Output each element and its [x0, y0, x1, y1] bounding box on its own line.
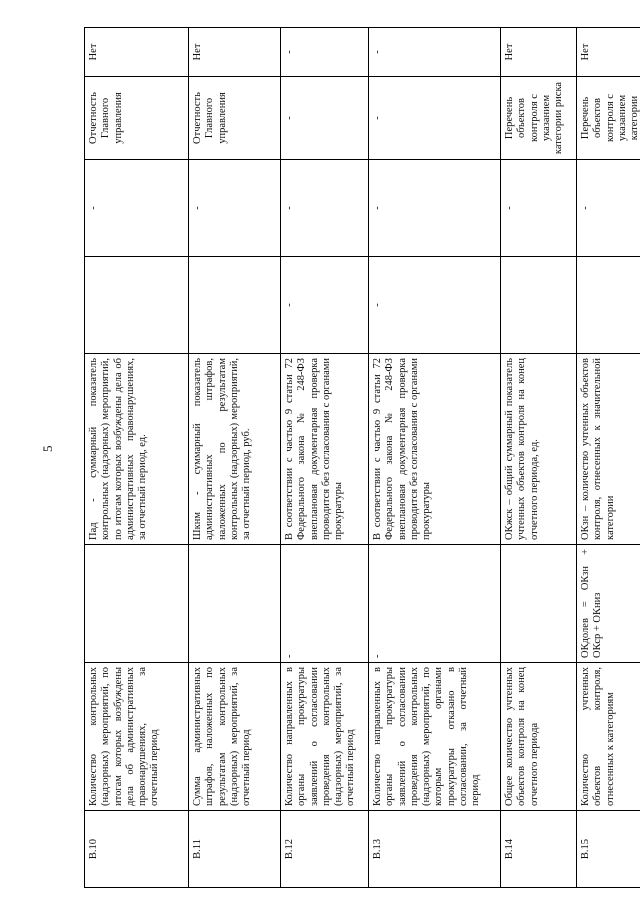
row-value: Нет	[85, 28, 189, 77]
page-number: 5	[40, 445, 55, 452]
row-code: В.10	[85, 811, 189, 888]
row-name: Количество контрольных (надзорных) мероприятий, по итогам которых возбуждены дела об административных правонарушениях, за отчетный период	[85, 663, 189, 811]
row-description: В соответствии с частью 9 статьи 72 Федерального закона № 248-ФЗ внеплановая документарная проверка проводится без согласования с органами прокуратуры	[369, 354, 501, 545]
row-col5	[85, 257, 189, 354]
row-source: Перечень объектов контроля с указанием категории	[577, 77, 640, 160]
row-source: -	[369, 77, 501, 160]
row-col6: -	[577, 160, 640, 257]
row-value: Нет	[189, 28, 281, 77]
row-formula	[85, 545, 189, 663]
indicators-table	[84, 27, 640, 888]
row-col5	[501, 257, 577, 354]
table-row	[189, 28, 281, 888]
row-formula	[189, 545, 281, 663]
row-description: Пад - суммарный показатель контрольных (надзорных) мероприятий, по итогам которых возбуждены дела об административных правонарушениях, за отчетный период, ед.	[85, 354, 189, 545]
row-source: Отчетность Главного управления	[189, 77, 281, 160]
row-description: В соответствии с частью 9 статьи 72 Федерального закона № 248-ФЗ внеплановая документарная проверка проводится без согласования с органами прокуратуры	[281, 354, 369, 545]
row-col5	[577, 257, 640, 354]
row-name: Количество направленных в органы прокуратуры заявлений о согласовании проведения контрольных (надзорных) мероприятий, по которым органами прокуратуры отказано в согласовании, за отчетный период	[369, 663, 501, 811]
row-value: -	[369, 28, 501, 77]
row-description: Шкнм - суммарный показатель административных штрафов, наложенных по результатам контрольных (надзорных) мероприятий, за отчетный период, руб.	[189, 354, 281, 545]
row-description: ОКжск – общий суммарный показатель учтенных объектов контроля на конец отчетного периода, ед.	[501, 354, 577, 545]
row-col6: -	[189, 160, 281, 257]
row-col6: -	[369, 160, 501, 257]
row-code: В.14	[501, 811, 577, 888]
row-formula: -	[281, 545, 369, 663]
row-description: ОКзн – количество учтенных объектов контроля, отнесенных к значительной категории	[577, 354, 640, 545]
row-formula	[501, 545, 577, 663]
row-col5: -	[281, 257, 369, 354]
row-source: -	[281, 77, 369, 160]
row-formula: -	[369, 545, 501, 663]
row-code: В.12	[281, 811, 369, 888]
row-code: В.15	[577, 811, 640, 888]
row-col5: -	[369, 257, 501, 354]
row-name: Сумма административных штрафов, наложенных по результатам контрольных (надзорных) мероприятий, за отчетный период	[189, 663, 281, 811]
row-value: Нет	[577, 28, 640, 77]
row-source: Перечень объектов контроля с указанием категории риска	[501, 77, 577, 160]
row-name: Количество учтенных объектов контроля, отнесенных к категориям	[577, 663, 640, 811]
row-col6: -	[85, 160, 189, 257]
row-value: Нет	[501, 28, 577, 77]
row-source: Отчетность Главного управления	[85, 77, 189, 160]
row-col5	[189, 257, 281, 354]
row-code: В.13	[369, 811, 501, 888]
row-formula: ОКдолев = ОКзн + ОКср + ОКниз	[577, 545, 640, 663]
row-col6: -	[281, 160, 369, 257]
rotated-page	[84, 28, 640, 888]
row-name: Общее количество учтенных объектов контроля на конец отчетного периода	[501, 663, 577, 811]
table-row	[501, 28, 577, 888]
table-row	[85, 28, 189, 888]
table-row	[577, 28, 640, 888]
table-row	[281, 28, 369, 888]
row-code: В.11	[189, 811, 281, 888]
row-name: Количество направленных в органы прокуратуры заявлений о согласовании проведения контрольных (надзорных) мероприятий, за отчетный период	[281, 663, 369, 811]
table-row	[369, 28, 501, 888]
row-col6: -	[501, 160, 577, 257]
row-value: -	[281, 28, 369, 77]
